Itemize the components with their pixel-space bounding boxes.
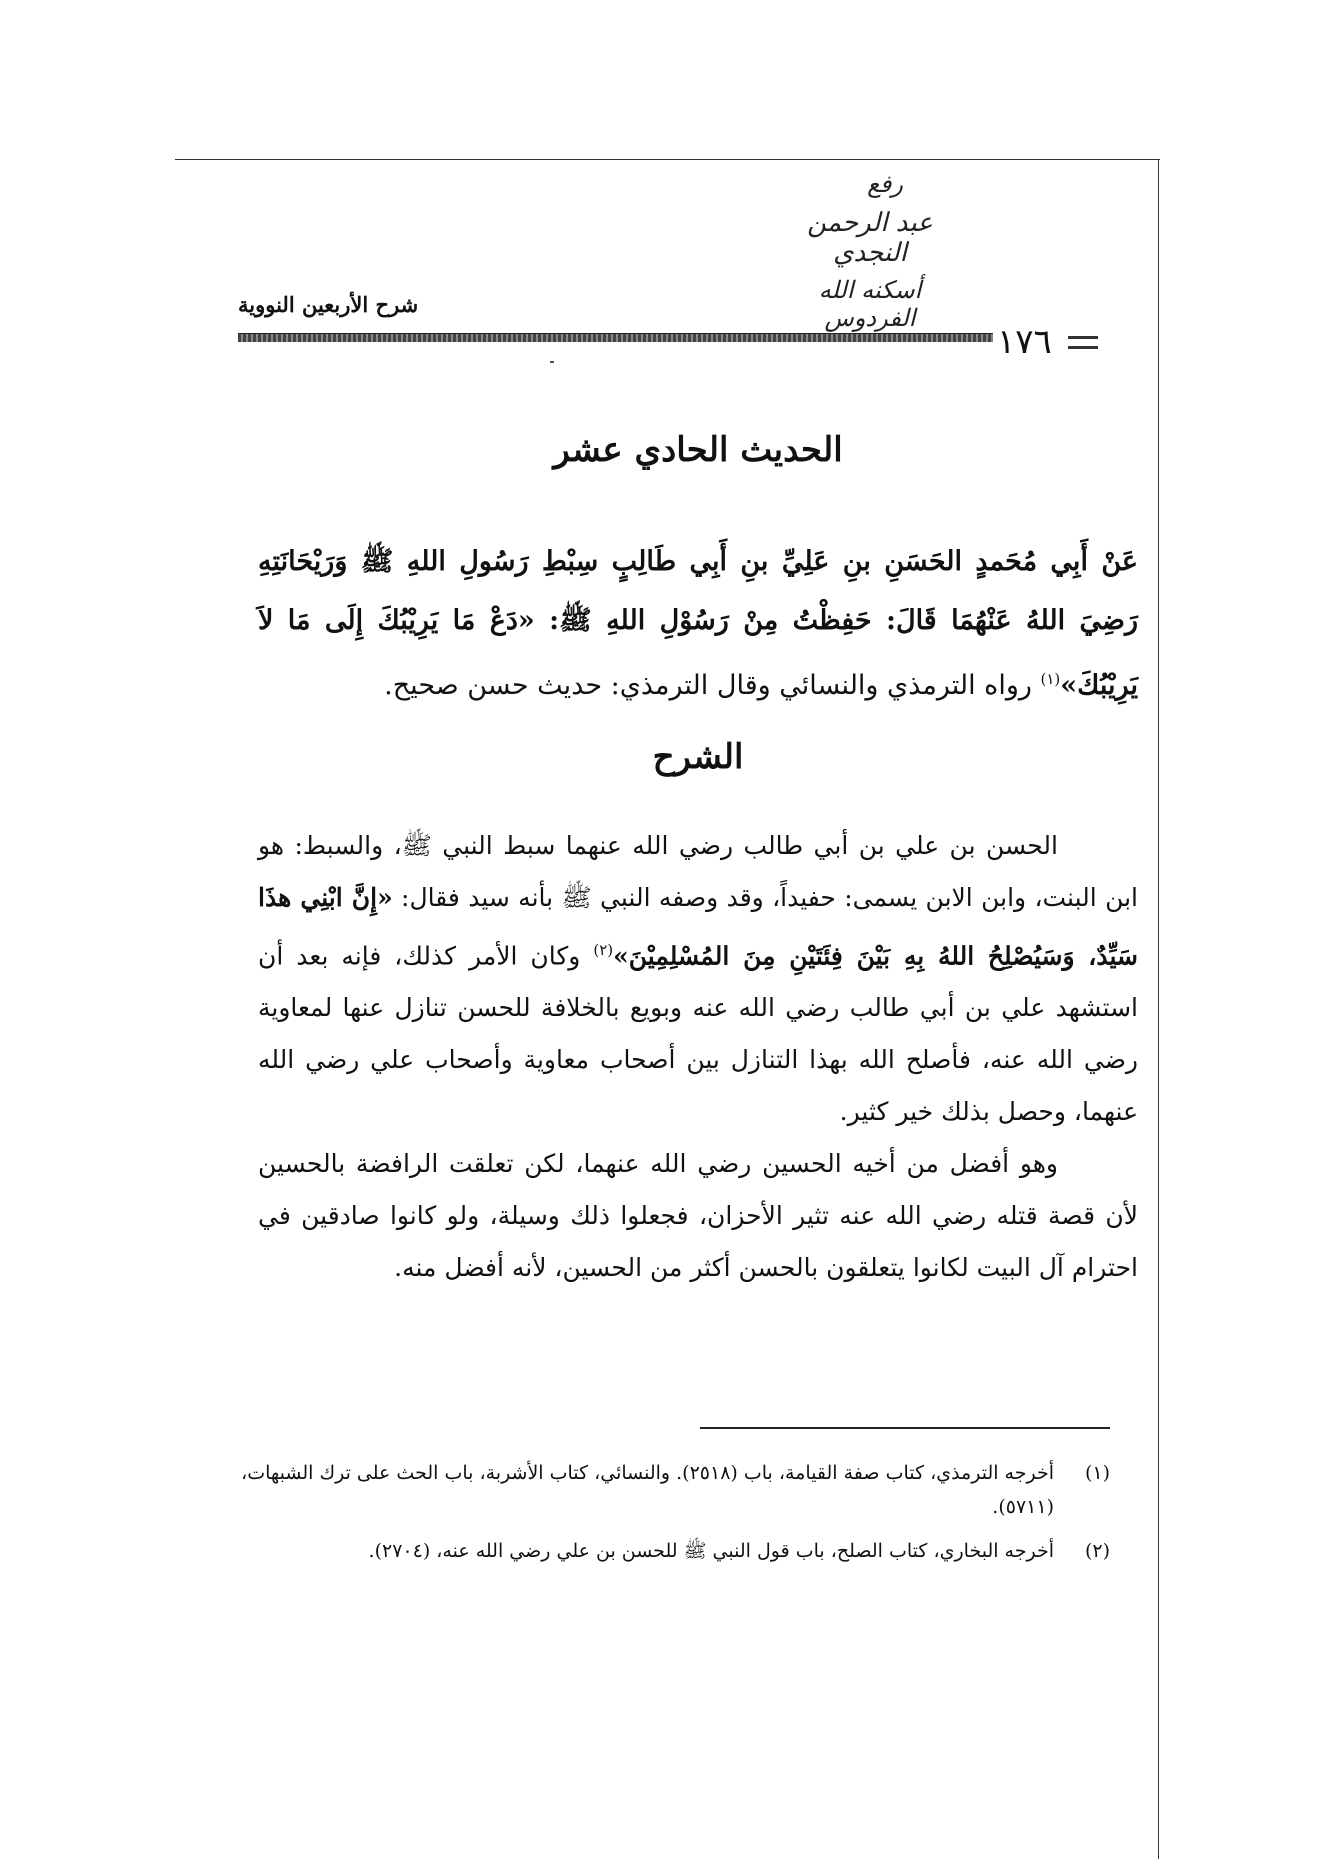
commentary-paragraph-1 bbox=[258, 820, 1138, 1138]
footnote-1 bbox=[230, 1456, 1110, 1524]
page-number-ornament bbox=[1068, 336, 1098, 349]
footnote-number: (٢) bbox=[1084, 1540, 1110, 1562]
paragraph-1-end: وكان الأمر كذلك، فإنه بعد أن استشهد علي بن أبي طالب رضي الله عنه وبويع بالخلافة للحسن تنازل عنها لمعاوية رضي الله عنه، فأصلح الله بهذا التنازل بين أصحاب معاوية وأصحاب علي رضي الله عنهما، وحصل بذلك خير كثير. bbox=[258, 941, 1138, 1127]
commentary-title: الشرح bbox=[652, 737, 744, 777]
footnote-2 bbox=[230, 1534, 1110, 1568]
header-decorative-bar bbox=[238, 333, 993, 342]
hadith-body: عَنْ أَبِي مُحَمدٍ الحَسَنِ بنِ عَلِيِّ بنِ أَبِي طَالِبٍ سِبْطِ رَسُولِ اللهِ ﷺ وَرَيْحَانَتِهِ رَضِيَ اللهُ عَنْهُمَا قَالَ: حَفِظْتُ مِنْ رَسُوْلِ اللهِ ﷺ: «دَعْ مَا يَرِيْبُكَ إِلَى مَا لاَ يَرِيْبُكَ» bbox=[258, 546, 1138, 701]
stamp-line-3: أسكنه الله الفردوس bbox=[818, 276, 922, 332]
hadith-narration: رواه الترمذي والنسائي وقال الترمذي: حديث حسن صحيح. bbox=[384, 670, 1041, 701]
stamp-line-1: رفع bbox=[867, 170, 903, 198]
stamp-line-2: عبد الرحمن النجدي bbox=[807, 208, 933, 268]
footnote-number: (١) bbox=[1084, 1462, 1110, 1484]
top-rule bbox=[175, 159, 1160, 160]
paragraph-1-start: الحسن بن علي بن أبي طالب رضي الله عنهما سبط النبي ﷺ، والسبط: هو ابن البنت، وابن الابن يسمى: حفيداً، وقد وصفه النبي ﷺ بأنه سيد فقال: bbox=[258, 831, 1139, 912]
right-margin-rule bbox=[1158, 159, 1159, 1859]
footnote-ref-2[interactable]: (٢) bbox=[593, 941, 614, 959]
footnote-text: أخرجه البخاري، كتاب الصلح، باب قول النبي ﷺ للحسن بن علي رضي الله عنه، (٢٧٠٤). bbox=[368, 1540, 1054, 1562]
commentary-paragraph-2: وهو أفضل من أخيه الحسين رضي الله عنهما، لكن تعلقت الرافضة بالحسين لأن قصة قتله رضي الله عنه تثير الأحزان، فجعلوا ذلك وسيلة، ولو كانوا صادقين في احترام آل البيت لكانوا يتعلقون بالحسن أكثر من الحسين، لأنه أفضل منه. bbox=[258, 1149, 1138, 1283]
prophetic-quote: «إِنَّ ابْنِي هذَا سَيِّدٌ، وَسَيُصْلِحُ اللهُ بِهِ بَيْنَ فِئَتَيْنِ مِنَ المُسْلِمِيْنَ» bbox=[258, 883, 1138, 971]
stray-mark bbox=[550, 361, 554, 363]
footnote-separator bbox=[700, 1427, 1110, 1429]
footnote-ref-1[interactable]: (١) bbox=[1040, 670, 1061, 688]
hadith-title: الحديث الحادي عشر bbox=[553, 430, 843, 470]
running-header-title: شرح الأربعين النووية bbox=[238, 292, 419, 317]
commentary-body bbox=[258, 820, 1138, 1294]
footnote-text: أخرجه الترمذي، كتاب صفة القيامة، باب (٢٥١٨). والنسائي، كتاب الأشربة، باب الحث على ترك الشبهات، (٥٧١١). bbox=[241, 1462, 1054, 1518]
page-number: ١٧٦ bbox=[997, 322, 1052, 362]
ownership-stamp bbox=[770, 170, 970, 332]
hadith-text bbox=[258, 532, 1138, 715]
footnotes bbox=[230, 1456, 1110, 1578]
